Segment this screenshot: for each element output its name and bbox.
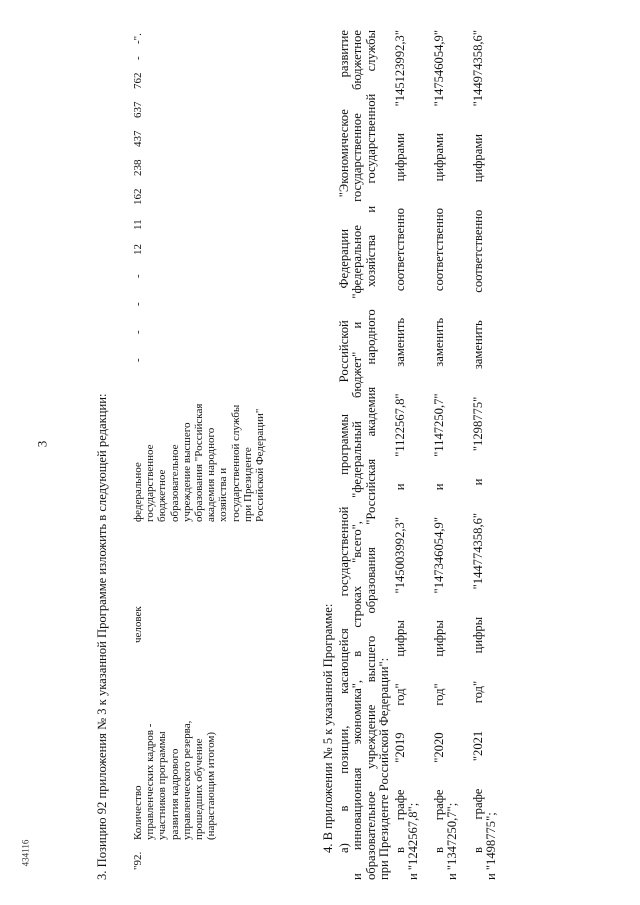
row-unit: человек xyxy=(132,606,144,643)
rotated-content xyxy=(76,30,536,880)
item-4-replacements: в графе "2019 год" цифры "145003992,3" и "1122567,8" заменить соответственно цифрами "145123992,3" и "1242567,8"; в графе "2020 год" цифры "147346054,9" и "1147250,7" заменить соответственно цифрами "147546054,9" и "1347250,7"; в графе "2021 год" цифры "144774358,6" и "1298775" заменить соответственно цифрами "144974358,6" и "1498775"; xyxy=(393,30,499,880)
page-number: 3 xyxy=(34,440,50,448)
value-cell: - xyxy=(132,302,144,306)
table-row xyxy=(132,30,282,880)
item-4-heading: 4. В приложении № 5 к указанной Программе: xyxy=(321,603,335,853)
value-cell: 637 xyxy=(132,101,144,118)
row-description: Количество управленческих кадров - участников программы развития кадрового управленческого резерва, прошедших обучение (нарастающим итогом) xyxy=(132,720,218,840)
value-cell: -". xyxy=(132,33,144,44)
value-cell: 11 xyxy=(132,219,144,230)
value-cell: - xyxy=(132,56,144,60)
row-number: "92. xyxy=(132,851,144,870)
value-cell: 12 xyxy=(132,244,144,255)
document-stamp: 434116 xyxy=(20,839,31,867)
value-cell: 762 xyxy=(132,72,144,89)
row-organization: федеральное государственное бюджетное образовательное учреждение высшего образования "Российская академия народного хозяйства и государственной службы при Президенте Российской Федерации" xyxy=(132,403,267,522)
value-cell: - xyxy=(132,358,144,362)
item-4a-paragraph: а) в позиции, касающейся государственной программы Российской Федерации "Экономическое развитие и инновационная экономика", в строках "всего", "федеральный бюджет" и "федеральное государственное бюджетное образовательное учреждение высшего образования "Российская академия народного хозяйства и государственной службы при Президенте Российской Федерации": xyxy=(337,30,392,880)
value-cell: 238 xyxy=(132,159,144,176)
item-3-heading: 3. Позицию 92 приложения № 3 к указанной Программе изложить в следующей редакции: xyxy=(95,393,109,880)
value-cell: - xyxy=(132,274,144,278)
value-cell: 162 xyxy=(132,188,144,205)
value-cell: - xyxy=(132,330,144,334)
value-cell: 437 xyxy=(132,130,144,147)
